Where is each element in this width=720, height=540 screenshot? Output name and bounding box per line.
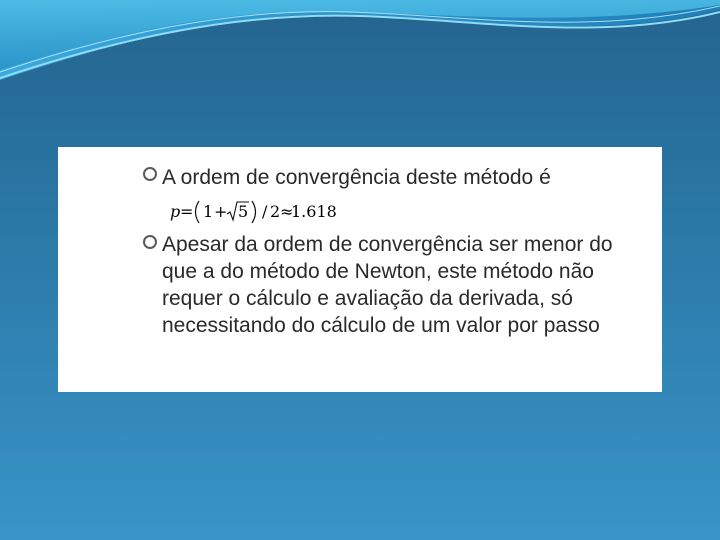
formula-one: 1: [203, 202, 214, 221]
content-panel: [58, 147, 662, 392]
formula-value: 1.618: [291, 202, 337, 221]
formula-variable: p: [170, 202, 181, 221]
formula-equals: =: [180, 202, 194, 221]
formula-plus: +: [214, 202, 228, 221]
formula-right-paren: [252, 201, 256, 223]
bullet-text-1: A ordem de convergência deste método é: [162, 166, 551, 189]
formula-radicand: 5: [238, 202, 249, 221]
formula-slash: /: [262, 202, 268, 221]
formula-two: 2: [270, 202, 281, 221]
header-wave-decoration: [0, 0, 720, 110]
bullet-circle-icon: [143, 235, 157, 249]
formula-approx: ≈: [280, 202, 294, 221]
bullet-text-2: Apesar da ordem de convergência ser menor do que a do método de Newton, este método não requer o cálculo e avaliação da derivada, só necessitando do cálculo de um valor por passo: [162, 233, 613, 337]
golden-ratio-formula: [170, 199, 400, 225]
bullet-circle-icon: [143, 167, 157, 181]
formula-svg: [170, 199, 400, 225]
formula-left-paren: [196, 201, 200, 223]
